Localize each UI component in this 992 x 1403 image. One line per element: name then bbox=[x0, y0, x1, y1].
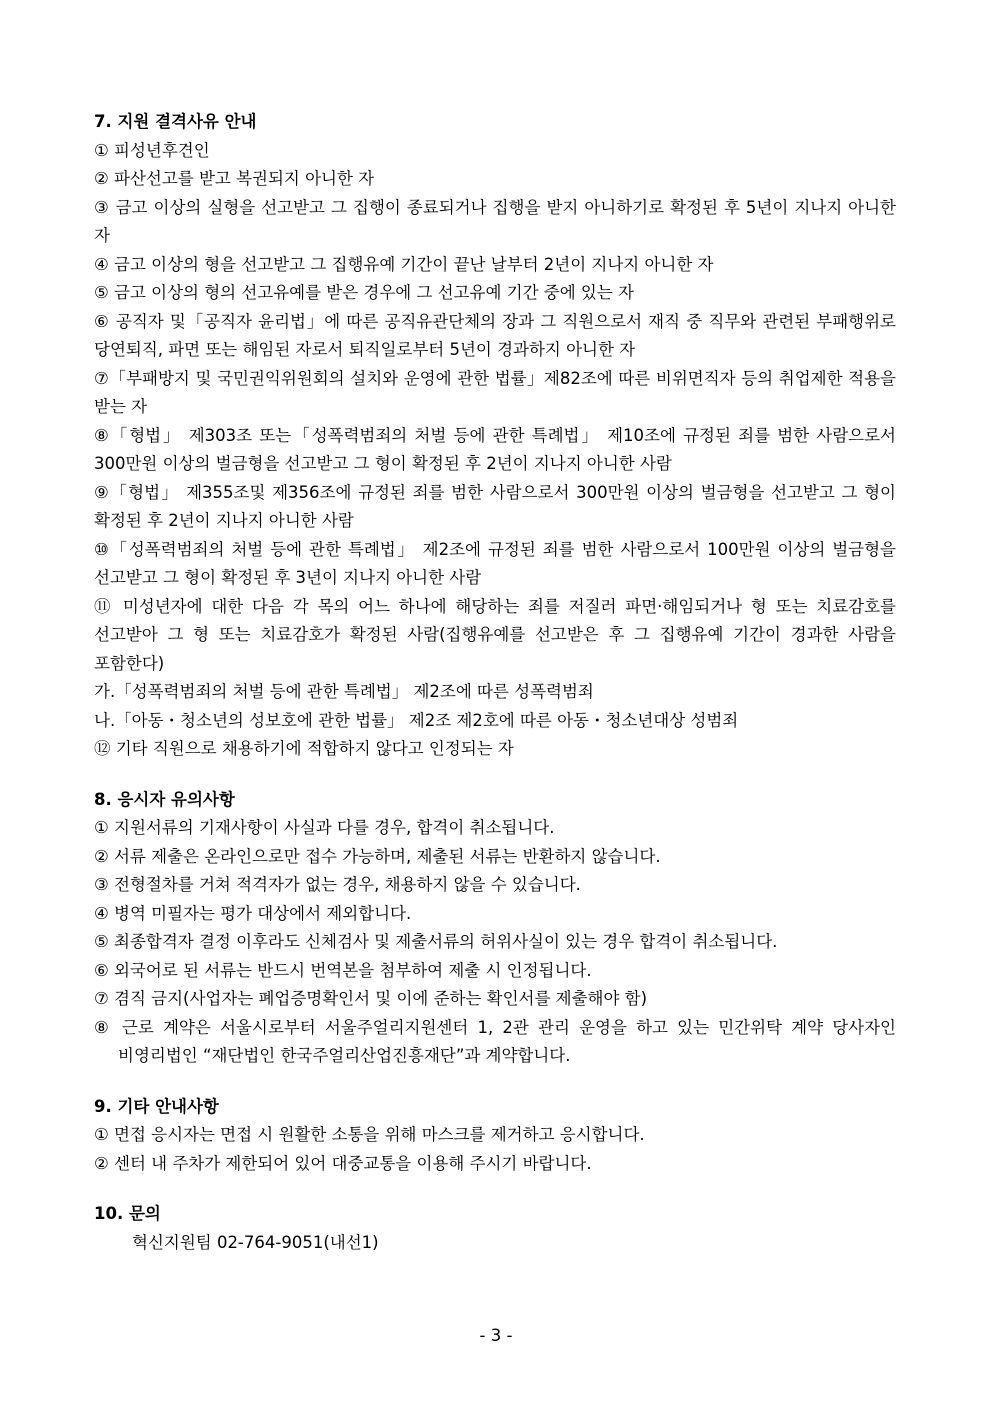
list-item: ⑥ 공직자 및「공직자 윤리법」에 따른 공직유관단체의 장과 그 직원으로서 재직 중 직무와 관련된 부패행위로 당연퇴직, 파면 또는 해임된 자로서 퇴직일로부터 5년이 경과하지 아니한 자 bbox=[94, 311, 896, 359]
section-applicant-notes bbox=[94, 786, 896, 1071]
list-item: ④ 금고 이상의 형을 선고받고 그 집행유예 기간이 끝난 날부터 2년이 지나지 아니한 자 bbox=[94, 254, 714, 274]
list-item: ⑤ 최종합격자 결정 이후라도 신체검사 및 제출서류의 허위사실이 있는 경우 합격이 취소됩니다. bbox=[94, 932, 778, 951]
list-item: ⑨「형법」 제355조및 제356조에 규정된 죄를 범한 사람으로서 300만원 이상의 벌금형을 선고받고 그 형이 확정된 후 2년이 지나지 아니한 사람 bbox=[94, 482, 896, 530]
list-item: ⑫ 기타 직원으로 채용하기에 적합하지 않다고 인정되는 자 bbox=[94, 739, 514, 758]
page-number: - 3 - bbox=[479, 1326, 513, 1345]
section-heading: 9. 기타 안내사항 bbox=[94, 1096, 219, 1116]
list-subitem: 나.「아동・청소년의 성보호에 관한 법률」 제2조 제2호에 따른 아동・청소년대상 성범죄 bbox=[94, 710, 739, 730]
list-item: ⑧ 근로 계약은 서울시로부터 서울주얼리지원센터 1, 2관 관리 운영을 하고 있는 민간위탁 계약 당사자인 비영리법인 “재단법인 한국주얼리산업진흥재단”과 계약합니다. bbox=[94, 1017, 896, 1065]
contact-info: 혁신지원팀 02-764-9051(내선1) bbox=[132, 1232, 379, 1252]
list-item: ③ 전형절차를 거쳐 적격자가 없는 경우, 채용하지 않을 수 있습니다. bbox=[94, 875, 581, 894]
list-item: ⑥ 외국어로 된 서류는 반드시 번역본을 첨부하여 제출 시 인정됩니다. bbox=[94, 960, 592, 980]
list-item: ① 면접 응시자는 면접 시 원활한 소통을 위해 마스크를 제거하고 응시합니다. bbox=[94, 1125, 645, 1144]
section-heading: 7. 지원 결격사유 안내 bbox=[94, 112, 257, 131]
list-item: ① 지원서류의 기재사항이 사실과 다를 경우, 합격이 취소됩니다. bbox=[94, 818, 555, 837]
list-item: ⑦「부패방지 및 국민권익위원회의 설치와 운영에 관한 법률」제82조에 따른 비위면직자 등의 취업제한 적용을 받는 자 bbox=[94, 368, 896, 416]
section-heading: 8. 응시자 유의사항 bbox=[94, 789, 235, 809]
list-item: ⑦ 겸직 금지(사업자는 폐업증명확인서 및 이에 준하는 확인서를 제출해야 함) bbox=[94, 989, 648, 1008]
list-subitem: 가.「성폭력범죄의 처벌 등에 관한 특례법」 제2조에 따른 성폭력범죄 bbox=[94, 682, 594, 701]
section-other-info bbox=[94, 1093, 896, 1179]
section-disqualification bbox=[94, 108, 896, 764]
list-item: ⑤ 금고 이상의 형의 선고유예를 받은 경우에 그 선고유예 기간 중에 있는 자 bbox=[94, 283, 634, 302]
list-item: ⑪ 미성년자에 대한 다음 각 목의 어느 하나에 해당하는 죄를 저질러 파면·해임되거나 형 또는 치료감호를 선고받아 그 형 또는 치료감호가 확정된 사람(집행유예를 선고받은 후 그 집행유예 기간이 경과한 사람을 포함한다) bbox=[94, 596, 896, 673]
list-item: ⑩「성폭력범죄의 처벌 등에 관한 특례법」 제2조에 규정된 죄를 범한 사람으로서 100만원 이상의 벌금형을 선고받고 그 형이 확정된 후 3년이 지나지 아니한 사람 bbox=[94, 539, 896, 587]
list-item: ④ 병역 미필자는 평가 대상에서 제외합니다. bbox=[94, 903, 412, 923]
section-inquiry bbox=[94, 1200, 896, 1257]
list-item: ② 센터 내 주차가 제한되어 있어 대중교통을 이용해 주시기 바랍니다. bbox=[94, 1153, 592, 1173]
section-heading: 10. 문의 bbox=[94, 1204, 161, 1223]
list-item: ③ 금고 이상의 실형을 선고받고 그 집행이 종료되거나 집행을 받지 아니하기로 확정된 후 5년이 지나지 아니한 자 bbox=[94, 197, 896, 245]
list-item: ⑧「형법」 제303조 또는「성폭력범죄의 처벌 등에 관한 특례법」 제10조에 규정된 죄를 범한 사람으로서 300만원 이상의 벌금형을 선고받고 그 형이 확정된 후 2년이 지나지 아니한 사람 bbox=[94, 425, 896, 473]
list-item: ② 서류 제출은 온라인으로만 접수 가능하며, 제출된 서류는 반환하지 않습니다. bbox=[94, 846, 661, 866]
list-item: ② 파산선고를 받고 복권되지 아니한 자 bbox=[94, 169, 375, 188]
list-item: ① 피성년후견인 bbox=[94, 140, 210, 160]
document-body bbox=[94, 108, 896, 1279]
